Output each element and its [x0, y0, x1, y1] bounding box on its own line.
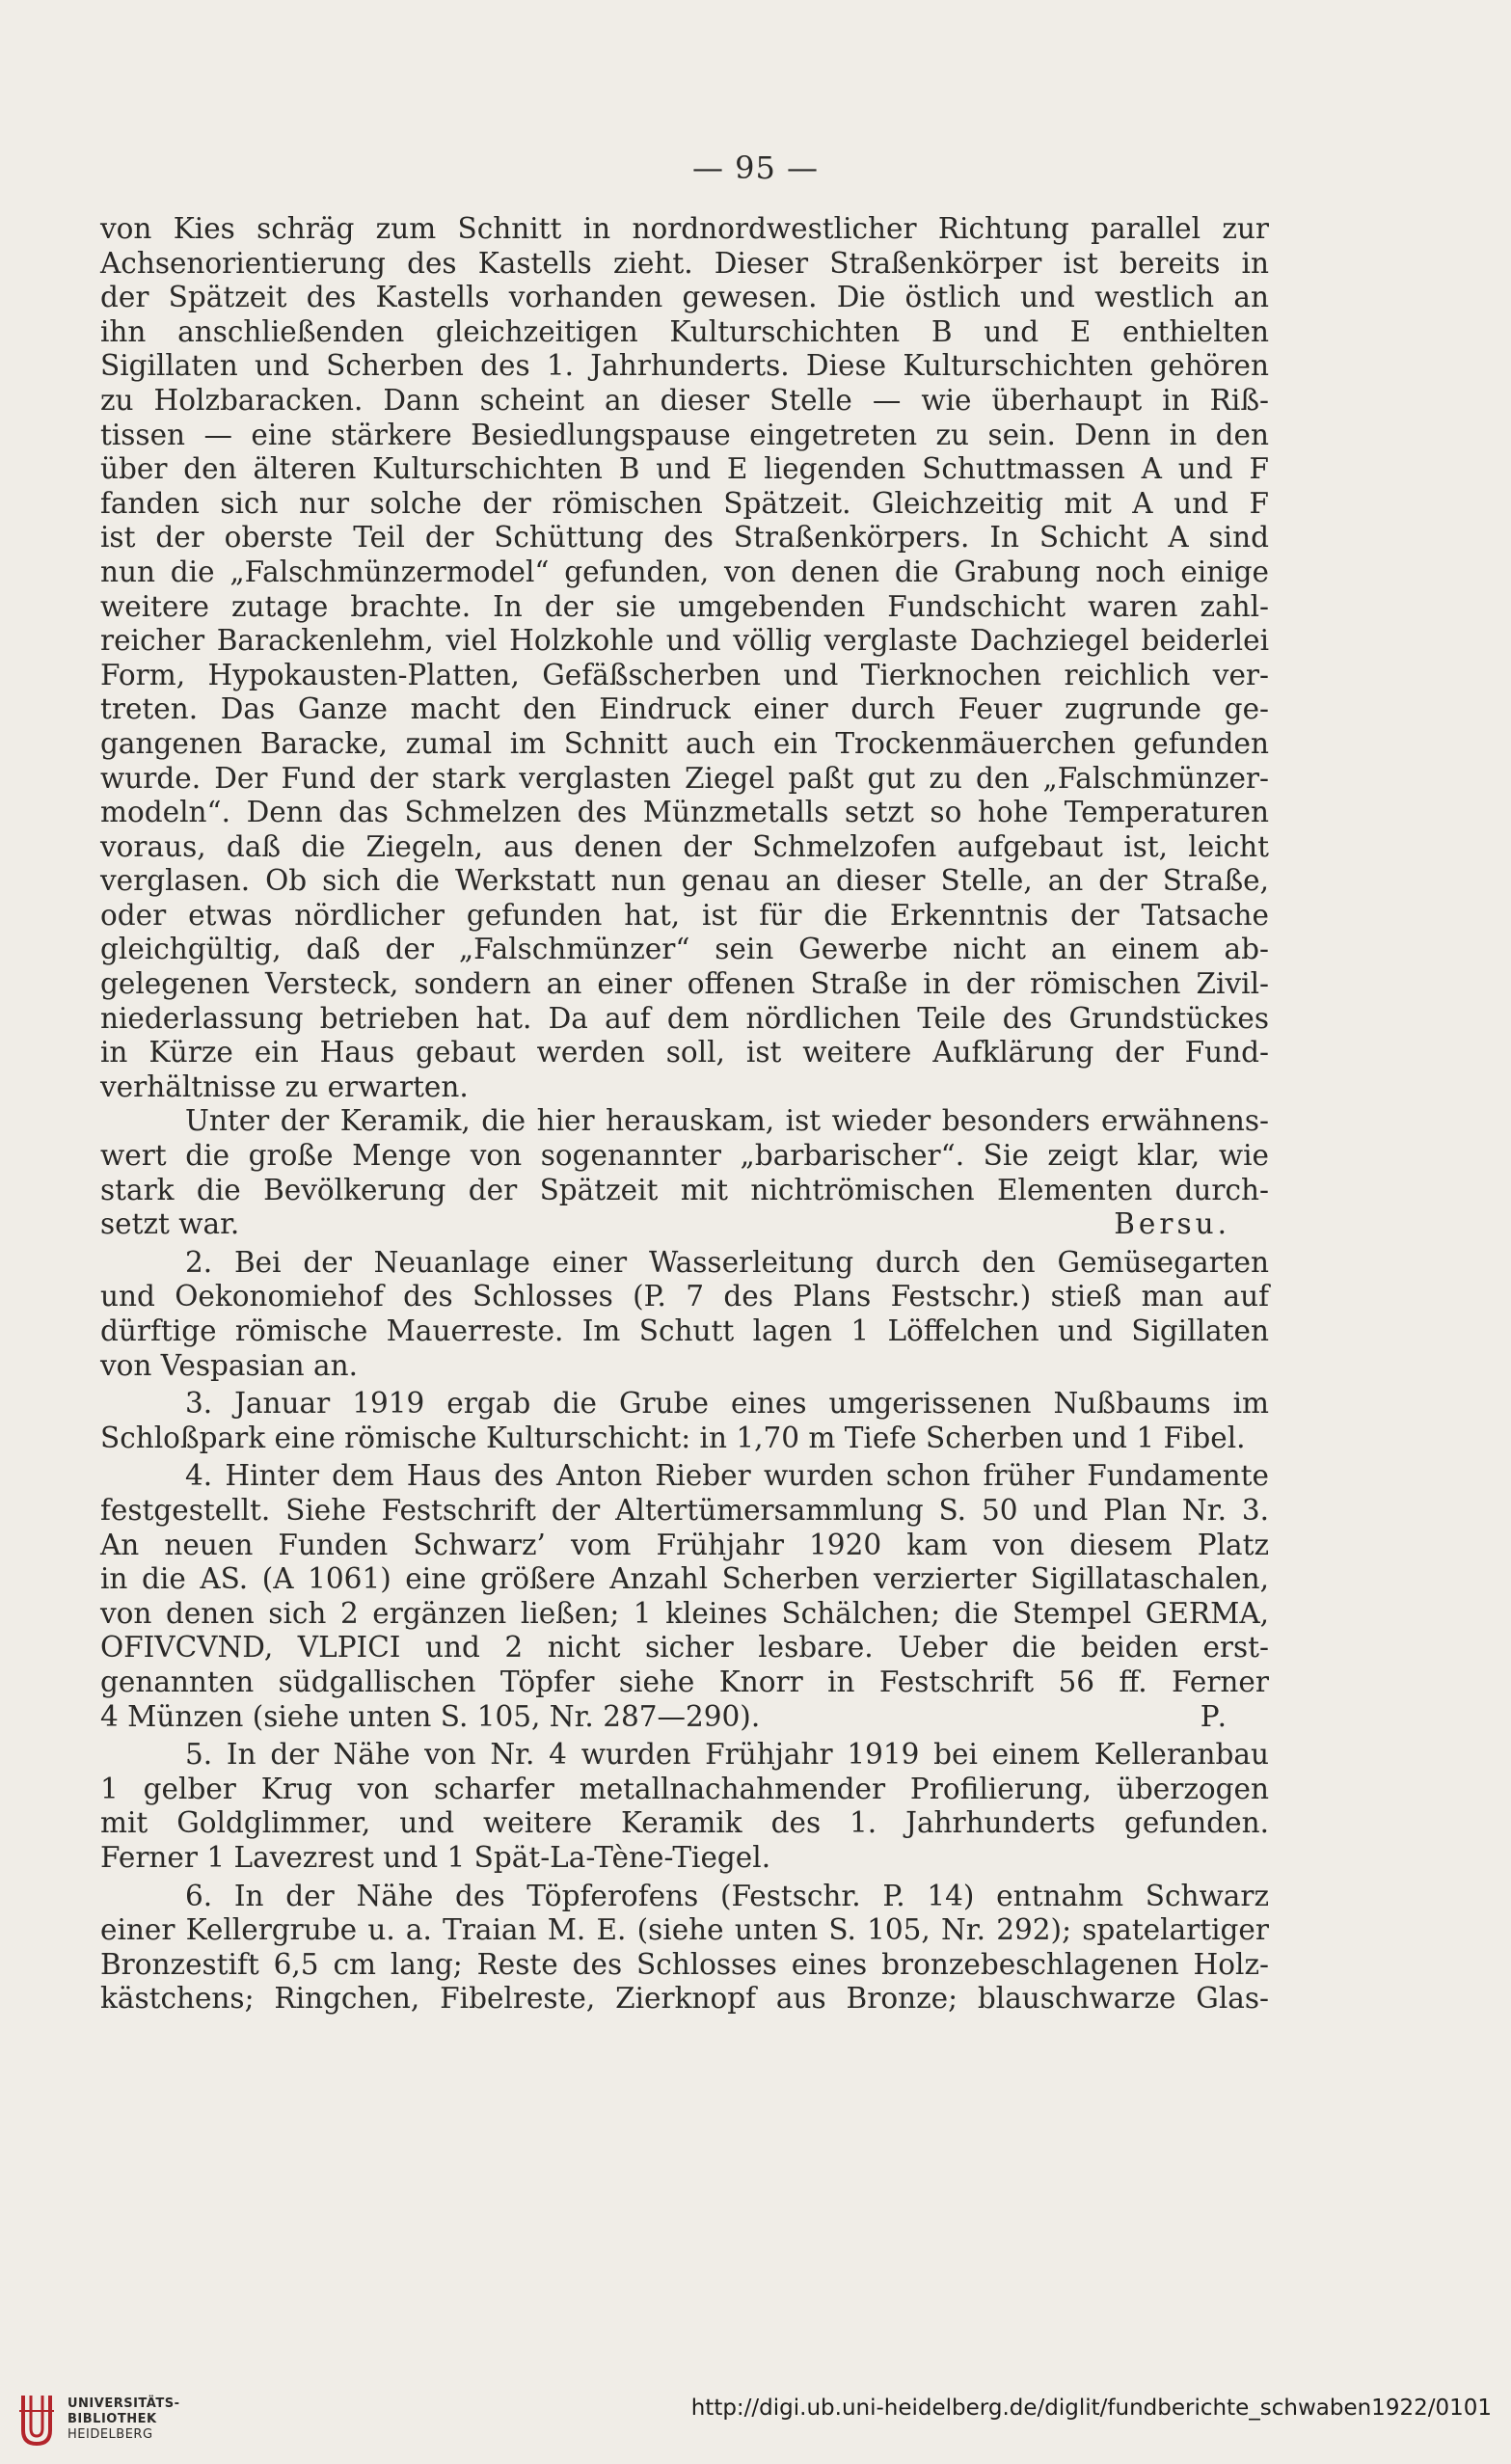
- text-line: verhältnisse zu erwarten.: [100, 1070, 469, 1103]
- text-line: voraus, daß die Ziegeln, aus denen der Schmelzofen aufgebaut ist, leicht: [100, 829, 1269, 863]
- text-line: Unter der Keramik, die hier herauskam, ist wieder besonders erwähnens-: [185, 1104, 1269, 1138]
- text-line: Achsenorientierung des Kastells zieht. Dieser Straßenkörper ist bereits in: [100, 246, 1269, 280]
- text-line: kästchens; Ringchen, Fibelreste, Zierknopf aus Bronze; blauschwarze Glas-: [100, 1982, 1269, 2016]
- text-line: festgestellt. Siehe Festschrift der Altertümersammlung S. 50 und Plan Nr. 3.: [100, 1493, 1269, 1527]
- text-line: reicher Barackenlehm, viel Holzkohle und völlig verglaste Dachziegel beiderlei: [100, 624, 1269, 658]
- text-line: treten. Das Ganze macht den Eindruck einer durch Feuer zugrunde ge-: [100, 692, 1269, 726]
- text-line: der Spätzeit des Kastells vorhanden gewesen. Die östlich und westlich an: [100, 281, 1269, 314]
- page-number: — 95 —: [691, 149, 820, 186]
- text-line: verglasen. Ob sich die Werkstatt nun genau an dieser Stelle, an der Straße,: [100, 864, 1269, 898]
- text-line: 1 gelber Krug von scharfer metallnachahmender Profilierung, überzogen: [100, 1772, 1269, 1805]
- text-line: An neuen Funden Schwarz’ vom Frühjahr 1920 kam von diesem Platz: [100, 1528, 1269, 1561]
- text-line: niederlassung betrieben hat. Da auf dem nördlichen Teile des Grundstückes: [100, 1001, 1269, 1035]
- text-line: zu Holzbaracken. Dann scheint an dieser Stelle — wie überhaupt in Riß-: [100, 383, 1269, 417]
- text-line: stark die Bevölkerung der Spätzeit mit nichtrömischen Elementen durch-: [100, 1173, 1269, 1206]
- text-line: von Kies schräg zum Schnitt in nordnordwestlicher Richtung parallel zur: [100, 212, 1269, 245]
- text-line: gangenen Baracke, zumal im Schnitt auch ein Trockenmäuerchen gefunden: [100, 726, 1269, 760]
- text-line-signed: [100, 1207, 1269, 1242]
- body-text: [100, 212, 1269, 2017]
- footer: [0, 2353, 1511, 2464]
- text-line: Ferner 1 Lavezrest und 1 Spät-La-Tène-Tiegel.: [100, 1840, 771, 1874]
- text-line: in die AS. (A 1061) eine größere Anzahl Scherben verzierter Sigillataschalen,: [100, 1562, 1269, 1596]
- text-line: modeln“. Denn das Schmelzen des Münzmetalls setzt so hohe Temperaturen: [100, 796, 1269, 829]
- text-line: Bronzestift 6,5 cm lang; Reste des Schlosses eines bronzebeschlagenen Holz-: [100, 1947, 1269, 1981]
- text-line: und Oekonomiehof des Schlosses (P. 7 des Plans Festschr.) stieß man auf: [100, 1280, 1269, 1313]
- text-line: fanden sich nur solche der römischen Spätzeit. Gleichzeitig mit A und F: [100, 486, 1269, 520]
- text-line: von denen sich 2 ergänzen ließen; 1 kleines Schälchen; die Stempel GERMA,: [100, 1596, 1269, 1630]
- library-name: [67, 2396, 179, 2443]
- text-line: 5. In der Nähe von Nr. 4 wurden Frühjahr 1919 bei einem Kelleranbau: [185, 1738, 1269, 1772]
- text-line: weitere zutage brachte. In der sie umgebenden Fundschicht waren zahl-: [100, 589, 1269, 623]
- text-line: von Vespasian an.: [100, 1348, 358, 1382]
- text-line: dürftige römische Mauerreste. Im Schutt lagen 1 Löffelchen und Sigillaten: [100, 1314, 1269, 1347]
- ub-heidelberg-logo-icon: [17, 2392, 56, 2448]
- text-line: nun die „Falschmünzermodel“ gefunden, von denen die Grabung noch einige: [100, 555, 1269, 588]
- text-line: 3. Januar 1919 ergab die Grube eines umgerissenen Nußbaums im: [185, 1387, 1269, 1421]
- text-line: Form, Hypokausten-Platten, Gefäßscherben und Tierknochen reichlich ver-: [100, 658, 1269, 691]
- text-line: gleichgültig, daß der „Falschmünzer“ sein Gewerbe nicht an einem ab-: [100, 933, 1269, 966]
- text-line: tissen — eine stärkere Besiedlungspause eingetreten zu sein. Denn in den: [100, 418, 1269, 451]
- text-line: oder etwas nördlicher gefunden hat, ist für die Erkenntnis der Tatsache: [100, 898, 1269, 932]
- library-name-line1: UNIVERSITÄTS-: [67, 2396, 180, 2411]
- text-line: in Kürze ein Haus gebaut werden soll, ist weitere Aufklärung der Fund-: [100, 1036, 1269, 1070]
- text-line: einer Kellergrube u. a. Traian M. E. (siehe unten S. 105, Nr. 292); spatelartiger: [100, 1913, 1269, 1947]
- text-line: ist der oberste Teil der Schüttung des Straßenkörpers. In Schicht A sind: [100, 521, 1269, 555]
- text-line: ihn anschließenden gleichzeitigen Kulturschichten B und E enthielten: [100, 314, 1269, 348]
- text-line: 2. Bei der Neuanlage einer Wasserleitung durch den Gemüsegarten: [185, 1245, 1269, 1279]
- text-line: über den älteren Kulturschichten B und E liegenden Schuttmassen A und F: [100, 452, 1269, 486]
- text-line: wurde. Der Fund der stark verglasten Ziegel paßt gut zu den „Falschmünzer-: [100, 761, 1269, 795]
- text-line: 6. In der Nähe des Töpferofens (Festschr. P. 14) entnahm Schwarz: [185, 1879, 1269, 1912]
- library-logo[interactable]: [17, 2392, 179, 2448]
- author-signature: P.: [1200, 1699, 1230, 1733]
- text-line: gelegenen Versteck, sondern an einer offenen Straße in der römischen Zivil-: [100, 967, 1269, 1001]
- text-line: mit Goldglimmer, und weitere Keramik des 1. Jahrhunderts gefunden.: [100, 1806, 1269, 1840]
- text-line: wert die große Menge von sogenannter „barbarischer“. Sie zeigt klar, wie: [100, 1139, 1269, 1173]
- library-name-line3: HEIDELBERG: [67, 2427, 153, 2442]
- text-line: Sigillaten und Scherben des 1. Jahrhunderts. Diese Kulturschichten gehören: [100, 349, 1269, 383]
- author-signature: Bersu.: [1114, 1207, 1230, 1241]
- closing-text: setzt war.: [100, 1207, 240, 1241]
- library-name-line2: BIBLIOTHEK: [67, 2412, 157, 2426]
- text-line: Schloßpark eine römische Kulturschicht: in 1,70 m Tiefe Scherben und 1 Fibel.: [100, 1421, 1246, 1454]
- text-line: 4. Hinter dem Haus des Anton Rieber wurden schon früher Fundamente: [185, 1459, 1269, 1493]
- text-line: genannten südgallischen Töpfer siehe Knorr in Festschrift 56 ff. Ferner: [100, 1665, 1269, 1698]
- text-line: OFIVCVND, VLPICI und 2 nicht sicher lesbare. Ueber die beiden erst-: [100, 1631, 1269, 1665]
- closing-text: 4 Münzen (siehe unten S. 105, Nr. 287—290).: [100, 1699, 761, 1733]
- source-url-link[interactable]: http://digi.ub.uni-heidelberg.de/diglit/fundberichte_schwaben1922/0101: [690, 2396, 1492, 2421]
- text-line-signed: [100, 1700, 1269, 1735]
